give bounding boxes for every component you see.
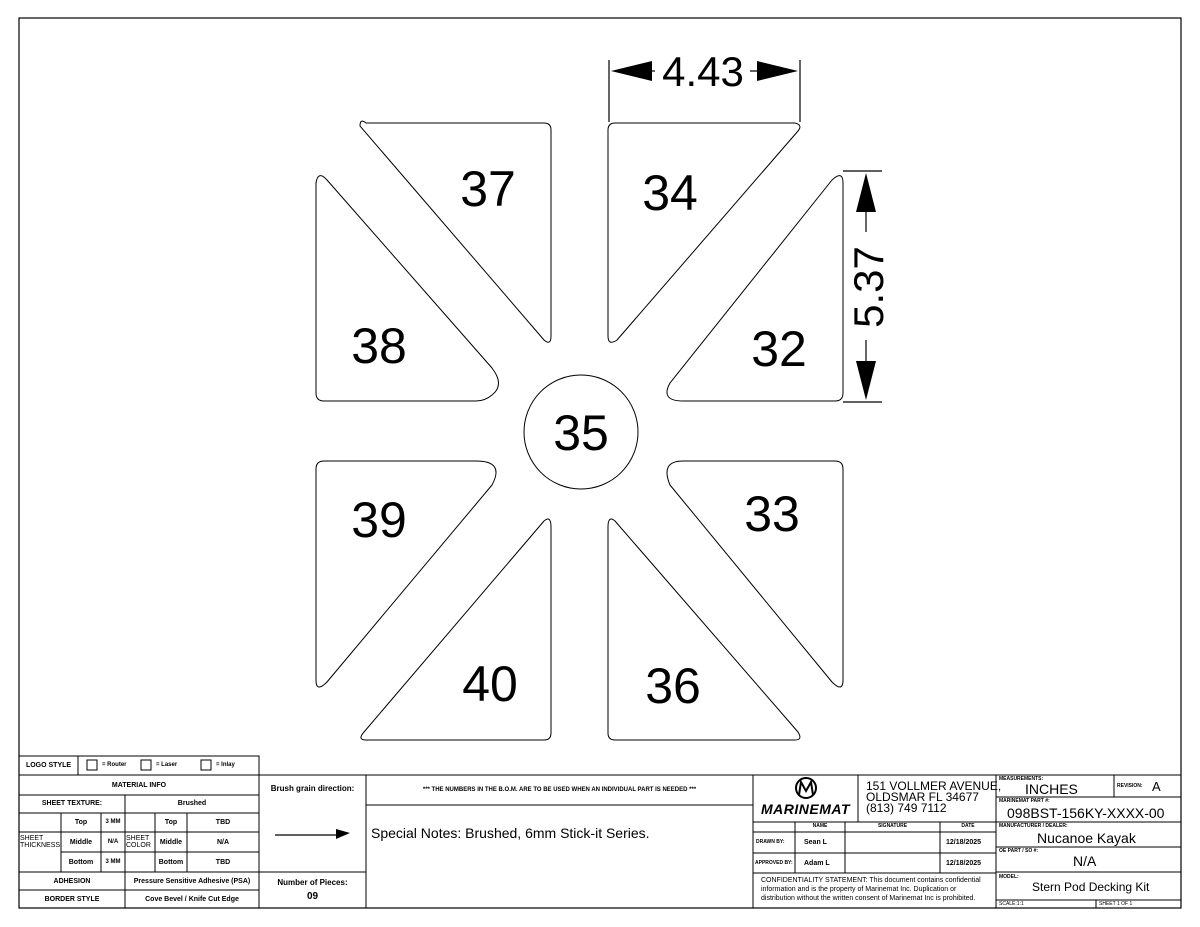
drawn-by-label: DRAWN BY: [756,839,785,845]
drawn-by-date: 12/18/2025 [946,839,982,846]
thickness-value-bottom: 3 MM [105,859,121,865]
inlay-checkbox[interactable] [201,760,211,770]
adhesion-label: ADHESION [53,878,91,885]
piece-label-36: 36 [645,658,701,714]
color-layer-top: Top [164,819,178,826]
thickness-layer-middle: Middle [69,839,93,846]
brush-grain-label: Brush grain direction: [270,784,355,793]
grain-direction-arrow [275,829,350,839]
sheet-label: SHEET 1 OF 1 [1099,901,1133,907]
measurements-label: MEASUREMENTS: [999,776,1044,782]
thickness-value-top: 3 MM [105,819,121,825]
piece-37-outline[interactable] [360,121,551,342]
inlay-option-label: = Inlay [216,762,235,768]
scale-label: SCALE:1:1 [999,901,1024,907]
confidentiality-line-2: information and is the property of Marinemat Inc. Duplication or [761,886,957,893]
col-date: DATE [961,823,975,829]
border-style-label: BORDER STYLE [44,896,100,903]
col-signature: SIGNATURE [877,823,908,829]
model-value: Stern Pod Decking Kit [1032,880,1150,894]
confidentiality-line-3: distribution without the written consent of Marinemat Inc is prohibited. [761,895,976,902]
piece-label-33: 33 [744,486,800,542]
oe-part-label: OE PART / SO #: [999,848,1039,854]
piece-label-34: 34 [642,165,698,221]
piece-label-32: 32 [751,321,807,377]
color-value-bottom: TBD [215,859,231,866]
router-checkbox[interactable] [87,760,97,770]
approved-by-name: Adam L [804,860,830,867]
laser-option-label: = Laser [156,762,178,768]
color-value-top: TBD [215,819,231,826]
border-style-value: Cove Bevel / Knife Cut Edge [145,896,239,903]
drawn-by-name: Sean L [804,839,827,846]
bom-note: *** THE NUMBERS IN THE B.O.M. ARE TO BE USED WHEN AN INDIVIDUAL PART IS NEEDED *** [422,787,697,793]
measurements-value: INCHES [1025,781,1078,797]
company-phone: (813) 749 7112 [866,801,947,815]
address-line-1: 151 VOLLMER AVENUE, [866,779,1002,793]
piece-34-outline[interactable] [608,123,800,342]
part-number-value: 098BST-156KY-XXXX-00 [1007,805,1165,821]
thickness-layer-bottom: Bottom [68,859,94,866]
piece-label-37: 37 [460,161,516,217]
sheet-color-label-1: SHEET [126,835,150,842]
number-of-pieces-value: 09 [306,891,319,902]
manufacturer-value: Nucanoe Kayak [1037,830,1136,846]
color-layer-middle: Middle [159,839,183,846]
router-option-label: = Router [102,762,127,768]
width-dimension-value: 4.43 [662,48,744,95]
thickness-layer-top: Top [74,819,88,826]
part-number-label: MARINEMAT PART #: [999,798,1050,804]
col-name: NAME [812,823,828,829]
address-line-2: OLDSMAR FL 34677 [866,790,979,804]
piece-label-35: 35 [553,405,609,461]
piece-40-outline[interactable] [361,519,551,740]
manufacturer-label: MANUFACTURER / DEALER: [999,823,1068,829]
piece-label-40: 40 [462,656,518,712]
special-notes: Special Notes: Brushed, 6mm Stick-it Series. [371,825,650,841]
height-dimension-value: 5.37 [845,246,892,328]
revision-value: A [1152,779,1161,794]
marinemat-logo-icon [796,778,816,798]
thickness-value-middle: N/A [107,839,119,845]
sheet-thickness-label-1: SHEET [20,835,44,842]
color-value-middle: N/A [216,839,230,846]
sheet-texture-label: SHEET TEXTURE: [41,800,103,807]
piece-36-outline[interactable] [608,519,800,740]
adhesion-value: Pressure Sensitive Adhesive (PSA) [133,878,251,885]
revision-label: REVISION: [1117,783,1143,789]
sheet-thickness-label-2: THICKNESS [20,842,61,849]
color-layer-bottom: Bottom [158,859,184,866]
approved-by-date: 12/18/2025 [946,860,982,867]
material-info-header: MATERIAL INFO [111,782,167,789]
laser-checkbox[interactable] [141,760,151,770]
approved-by-label: APPROVED BY: [755,860,793,866]
sheet-texture-value: Brushed [177,800,207,807]
company-logo-text: MARINEMAT [760,801,850,817]
piece-label-38: 38 [351,318,407,374]
confidentiality-line-1: CONFIDENTIALITY STATEMENT: This document contains confidential [761,877,981,884]
oe-part-value: N/A [1073,853,1097,869]
number-of-pieces-label: Number of Pieces: [277,878,348,887]
logo-style-label: LOGO STYLE [25,762,72,769]
model-label: MODEL: [999,874,1019,880]
piece-label-39: 39 [351,492,407,548]
sheet-color-label-2: COLOR [126,842,151,849]
